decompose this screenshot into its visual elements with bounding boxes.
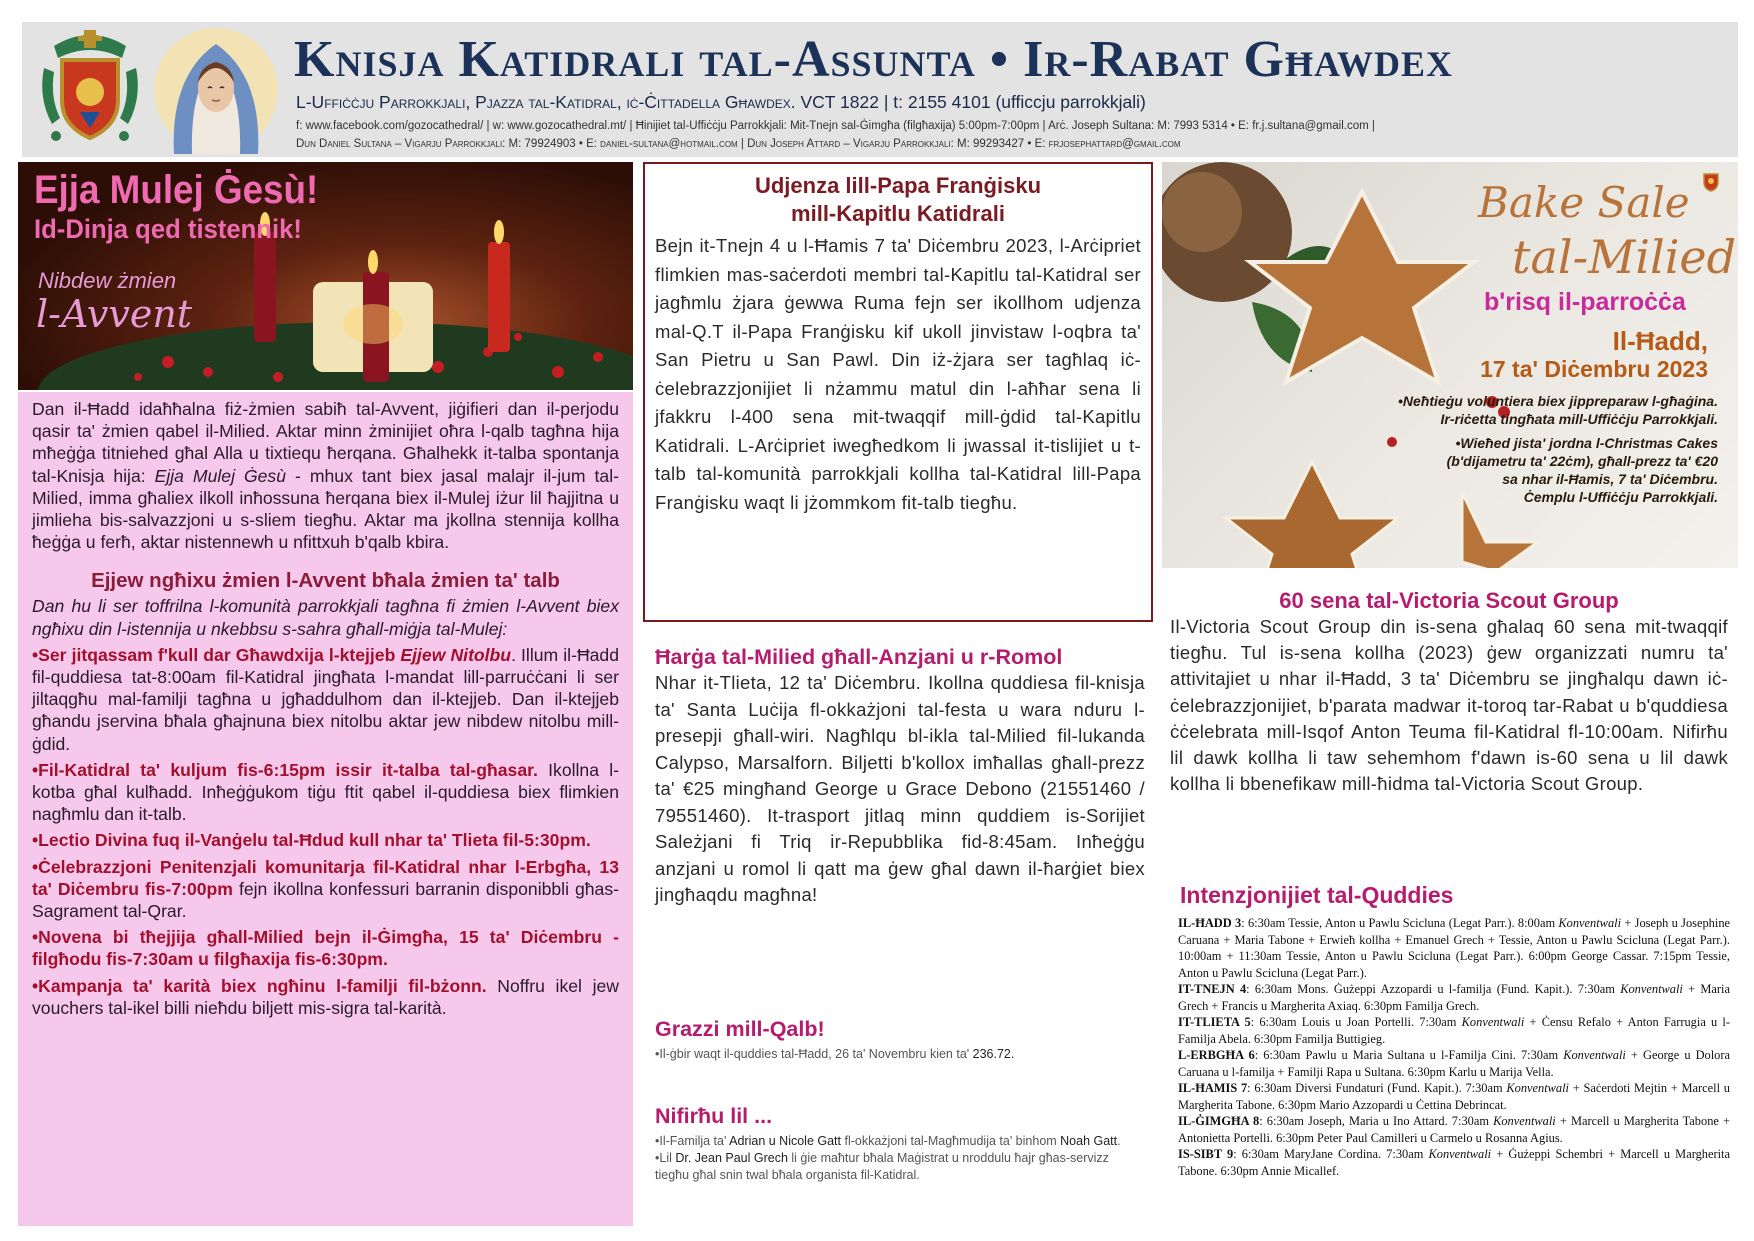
bullet-booklet-title: Ejjew Nitolbu xyxy=(400,644,512,665)
bullet-charity-head: •Kampanja ta' karità biex ngħinu l-familji fil-bżonn. xyxy=(32,975,487,996)
bullet-penitential-head: •Ċelebrazzjoni Penitenzjali komunitarja fil-Katidral nhar l-Erbgħa, 13 ta' Diċembru fis-7:00pm xyxy=(32,856,619,899)
outing-heading: Ħarġa tal-Milied għall-Anzjani u r-Romol xyxy=(655,645,1063,669)
day-rest: + Marcell u Margherita Tabone + Antonietta Portelli. 6:30pm Peter Paul Camilleri u Carmelo u Rosanna Agius. xyxy=(1178,1114,1730,1145)
day-text: : 6:30am Louis u Joan Portelli. 7:30am xyxy=(1250,1015,1462,1029)
bullet-booklet-body: . Illum il-Ħadd fil-quddiesa tat-8:00am fil-Katidral jingħata l-mandat lill-parruċċani li ser jiltaqgħu mal-familji tagħna u jgħaddulhom dan il-ktejjeb. Dan il-ktejjeb għandu jservina bħala għajnuna biex nitolbu aktar jew nibdew nitolbu mill-ġdid. xyxy=(32,644,619,754)
collection-text: •Il-ġbir waqt il-quddies tal-Ħadd, 26 ta' Novembru kien ta' xyxy=(655,1047,973,1061)
day-italic: Konventwali xyxy=(1428,1147,1492,1161)
bake-sale-title1: Bake Sale xyxy=(1478,178,1690,227)
day-rest: + Ċensu Refalo + Anton Farrugia u l-Familja Abela. 6:30pm Familja Buttigieg. xyxy=(1178,1015,1731,1046)
collection-amount: 236.72. xyxy=(972,1047,1015,1061)
day-label: IL-ĦAMIS 7 xyxy=(1178,1081,1248,1095)
thanks-section xyxy=(655,1017,1145,1063)
day-label: IT-TNEJN 4 xyxy=(1178,982,1247,996)
day-italic: Konventwali xyxy=(1563,1048,1626,1062)
prayer-heading: Ejjew ngħixu żmien l-Avvent bħala żmien ta' talb xyxy=(91,569,560,593)
bullet-charity xyxy=(32,975,619,1019)
day-italic: Konventwali xyxy=(1493,1114,1556,1128)
bullet-lectio-head: •Lectio Divina fuq il-Vanġelu tal-Ħdud kull nhar ta' Tlieta fil-5:30pm. xyxy=(32,830,591,851)
day-text: : 6:30am Diversi Fundaturi (Fund. Kapit.). 7:30am xyxy=(1247,1081,1507,1095)
outing-body: Nhar it-Tlieta, 12 ta' Diċembru. Ikollna quddiesa fil-knisja ta' Santa Luċija fl-okkażjoni tal-festa u wara nduru l-presepji għall-wiri. Nagħlqu bl-ikla tal-Milied fil-lukanda Calypso, Marsalforn. Biljetti b'kollox imħallas għall-prezz ta' €25 mingħand George u Grace Debono (21551460 / 79551460). It-trasport jitlaq minn quddiem is-Sorijiet Sależjani fi Triq ir-Repubblika fid-8:45am. Inħeġġu anzjani u romol li qatt ma ġew għal dawn il-ħarġiet biex jingħaqdu magħna! xyxy=(655,672,1145,905)
congrats-baptism xyxy=(655,1133,1145,1150)
day-text: : 6:30am Mons. Ġużeppi Azzopardi u l-familja (Fund. Kapit.). 7:30am xyxy=(1246,982,1621,996)
baptism-child: Noah Gatt xyxy=(1060,1134,1118,1148)
day-text: : 6:30am MaryJane Cordina. 7:30am xyxy=(1233,1147,1429,1161)
bake-sale-poster xyxy=(1162,162,1738,568)
parish-crest-small-icon xyxy=(1700,170,1722,192)
mass-intentions-list xyxy=(1178,915,1730,1179)
day-text: : 6:30am Tessie, Anton u Pawlu Scicluna (Legat Parr.). 8:00am xyxy=(1241,916,1559,930)
day-rest: + Maria Grech + Francis u Margherita Axiaq. 6:30pm Familja Grech. xyxy=(1178,982,1730,1013)
advent-banner-image xyxy=(18,162,633,390)
advent-banner-line2: Id-Dinja qed tistennik! xyxy=(34,214,302,244)
mass-day-saturday xyxy=(1178,1146,1730,1179)
bake-sale-note2c: sa nhar il-Ħamis, 7 ta' Diċembru. xyxy=(1502,471,1718,487)
day-italic: Konventwali xyxy=(1461,1015,1525,1029)
advent-banner-line4: l-Avvent xyxy=(36,292,193,336)
bullet-penitential xyxy=(32,856,619,923)
baptism-parents: Adrian u Nicole Gatt xyxy=(729,1134,841,1148)
bullet-vespers-body: Ikollna l-kotba għal kulħadd. Inħeġġukom tiġu ftit qabel il-quddiesa biex flimkien nagħmlu dan it-talb. xyxy=(32,759,619,825)
bullet-lectio xyxy=(32,829,619,851)
thanks-heading: Grazzi mill-Qalb! xyxy=(655,1017,825,1041)
mass-day-thursday xyxy=(1178,1080,1730,1113)
day-label: IT-TLIETA 5 xyxy=(1178,1015,1251,1029)
bullet-booklet xyxy=(32,644,619,755)
intro-italic: Ejja Mulej Ġesù xyxy=(154,465,287,486)
baptism-text-2: fl-okkażjoni tal-Magħmudija ta' binhom xyxy=(841,1134,1061,1148)
masthead xyxy=(22,22,1738,157)
advent-banner-line3: Nibdew żmien xyxy=(38,268,177,293)
day-text: : 6:30am Pawlu u Maria Sultana u l-Familja Cini. 7:30am xyxy=(1254,1048,1564,1062)
bullet-novena-head: •Novena bi tħejjija għall-Milied bejn il-Ġimgħa, 15 ta' Diċembru - filgħodu fis-7:30am u filgħaxija fis-6:30pm. xyxy=(32,927,619,970)
scout-body: Il-Victoria Scout Group din is-sena għalaq 60 sena mit-twaqqif tiegħu. Tul is-sena kollha (2023) ġew organizzati numru ta' attivitajiet u nhar il-Ħadd, 3 ta' Diċembru se jingħalqu dawn iċ-ċelebrazzjonijiet, b'parata madwar it-toroq tar-Rabat u b'quddiesa ċċelebrata mill-Isqof Anton Teuma fil-Katidral fl-10:00am. Nifirħu lil dawk kollha li taw sehemhom f'dawn is-60 sena u lil dawk kollha li bbenefikaw mill-ħidma tal-Victoria Scout Group. xyxy=(1170,616,1728,795)
intro-text-1: Dan il-Ħadd idaħħalna fiż-żmien sabiħ tal-Avvent, jiġifieri dan il-perjodu qasir ta' żmien qabel il-Milied. Aktar minn żminijiet oħra l-qalb tagħna hija mħeġġa titniehed għal Alla u tixtiequ ħerqana. Għalhekk it-talba spontanja tal-Knisja hija: xyxy=(32,399,619,486)
day-label: IS-SIBT 9 xyxy=(1178,1147,1234,1161)
christmas-outing-section xyxy=(655,645,1145,909)
bake-sale-note2d: Ċemplu l-Uffiċċju Parrokkjali. xyxy=(1523,489,1718,505)
address-text: L-Uffiċċju Parrokkjali, Pjazza tal-Katidral, iċ-Ċittadella Għawdex. VCT 1822 xyxy=(296,92,879,112)
bake-sale-date1: Il-Ħadd, xyxy=(1612,326,1708,356)
scout-heading: 60 sena tal-Victoria Scout Group xyxy=(1279,588,1619,613)
bake-sale-subtitle: b'risq il-parroċċa xyxy=(1484,288,1686,316)
mass-day-wednesday xyxy=(1178,1047,1730,1080)
mass-day-tuesday xyxy=(1178,1014,1730,1047)
day-rest: + Saċerdoti Mejtin + Marcell u Margherita Tabone. 6:30pm Mario Azzopardi u Ċettina Debrincat. xyxy=(1178,1081,1730,1112)
magistrate-text-2: li ġie maħtur bħala Maġistrat u nroddulu ħajr għas-servizz tiegħu għal snin twal bħala organista fil-Katidral. xyxy=(655,1151,1109,1182)
day-label: IL-ĠIMGĦA 8 xyxy=(1178,1114,1260,1128)
audience-title-2: mill-Kapitlu Katidrali xyxy=(791,201,1005,226)
parish-address: L-Uffiċċju Parrokkjali, Pjazza tal-Katidral, iċ-Ċittadella Għawdex. VCT 1822 | t: 2155 4101 (ufficcju parrokkjali) xyxy=(296,92,1146,112)
coat-of-arms-icon xyxy=(34,28,146,148)
bake-sale-notes xyxy=(1398,392,1718,506)
phone-number: 2155 4101 (ufficcju parrokkjali) xyxy=(907,92,1146,112)
mass-day-monday xyxy=(1178,981,1730,1014)
papal-audience-box xyxy=(643,162,1153,622)
advent-banner-line1: Ejja Mulej Ġesù! xyxy=(34,168,319,212)
day-label: IL-ĦADD 3 xyxy=(1178,916,1242,930)
bullet-penitential-body: fejn ikollna konfessuri barranin disponibbli għas-Sagrament tal-Qrar. xyxy=(32,878,619,922)
bullet-novena xyxy=(32,926,619,970)
bullet-vespers xyxy=(32,759,619,826)
bake-sale-title2: tal-Milied xyxy=(1512,230,1737,284)
baptism-text-3: . xyxy=(1117,1134,1121,1148)
day-label: L-ERBGĦA 6 xyxy=(1178,1048,1255,1062)
phone-label: t: xyxy=(893,92,903,112)
audience-title-1: Udjenza lill-Papa Franġisku xyxy=(754,173,1042,198)
advent-article xyxy=(18,392,633,1226)
thanks-collection xyxy=(655,1046,1145,1063)
day-italic: Konventwali xyxy=(1620,982,1683,996)
bullet-booklet-head: •Ser jitqassam f'kull dar Għawdxija l-ktejjeb xyxy=(32,644,401,665)
day-rest: + Ġużeppi Schembri + Marcell u Margherita Tabone. 6:30pm Annie Micallef. xyxy=(1178,1147,1731,1178)
scout-group-section xyxy=(1170,588,1728,797)
mass-day-friday xyxy=(1178,1113,1730,1146)
day-italic: Konventwali xyxy=(1506,1081,1569,1095)
day-italic: Konventwali xyxy=(1558,916,1622,930)
bullet-charity-body: Noffru ikel jew vouchers tal-ikel billi nieħdu biljett mis-sigra tal-karità. xyxy=(32,975,619,1018)
audience-body: Bejn it-Tnejn 4 u l-Ħamis 7 ta' Diċembru 2023, l-Arċipriet flimkien mas-saċerdoti membri tal-Kapitlu tal-Katidral ser jagħmlu żjara ġewwa Ruma fejn ser ikollhom udjenza mal-Q.T il-Papa Franġisku kif ukoll jinvistaw l-oqbra ta' San Pietru u San Pawl. Din iż-żjara ser tagħlaq iċ-ċelebrazzjonijiet li nżammu matul din l-aħħar sena li jfakkru l-400 sena mit-twaqqif mill-ġdid tal-Kapitlu Katidrali. L-Arċipriet iwegħedkom li jwassal it-tislijiet u t-talb tal-komunità parrokkjali kollha tal-Katidral lill-Papa Franġisku waqt li jżommkom fit-talb tiegħu. xyxy=(655,235,1141,513)
congrats-magistrate xyxy=(655,1150,1145,1184)
day-rest: + Joseph u Josephine Caruana + Maria Tabone + Erwieħ kollha + Emanuel Grech + Tessie, Anton u Pawlu Scicluna (Legat Parr.). 10:00am + 11:30am Tessie, Anton u Pawlu Scicluna (Legat Parr.). 6:00pm George Cassar. 7:15pm Tessie, Anton u Pawlu Scicluna (Legat Parr.). xyxy=(1178,916,1731,980)
bake-sale-note2b: (b'dijametru ta' 22ċm), għall-prezz ta' €20 xyxy=(1446,453,1718,469)
magistrate-text-1: •Lil xyxy=(655,1151,676,1165)
day-rest: + George u Dolora Caruana u l-familja + Familji Rapa u Sultana. 6:30pm Karlu u Marija Vella. xyxy=(1178,1048,1730,1079)
baptism-text-1: •Il-Familja ta' xyxy=(655,1134,730,1148)
bake-sale-note2: •Wieħed jista' jordna l-Christmas Cakes xyxy=(1455,435,1718,451)
parish-title: Knisja Katidrali tal-Assunta • Ir-Rabat Għawdex xyxy=(294,31,1454,88)
congratulations-heading: Nifirħu lil ... xyxy=(655,1104,773,1128)
bake-sale-note1b: Ir-riċetta tingħata mill-Uffiċċju Parrokkjali. xyxy=(1440,411,1718,427)
congratulations-section xyxy=(655,1104,1145,1184)
madonna-portrait-icon xyxy=(152,26,280,154)
day-text: : 6:30am Joseph, Maria u Ino Attard. 7:30am xyxy=(1259,1114,1494,1128)
mass-intentions-heading: Intenzjonijiet tal-Quddies xyxy=(1180,882,1454,908)
bullet-vespers-head: •Fil-Katidral ta' kuljum fis-6:15pm issir it-talba tal-għasar. xyxy=(32,759,538,780)
prayer-intro: Dan hu li ser toffrilna l-komunità parrokkjali tagħna fi żmien l-Avvent biex ngħixu din l-istennija u nkebbsu s-sahra għall-miġja tal-Mulej: xyxy=(32,596,619,639)
contact-line-1: f: www.facebook.com/gozocathedral/ | w: www.gozocathedral.mt/ | Ħinijiet tal-Uffiċċju Parrokkjali: Mit-Tnejn sal-Ġimgħa (filgħaxija) 5:00pm-7:00pm | Arċ. Joseph Sultana: M: 7993 5314 • E: fr.j.sultana@gmail.com | xyxy=(296,120,1375,132)
contact-line-2: Dun Daniel Sultana – Vigarju Parrokkjali: M: 79924903 • E: daniel-sultana@hotmail.com | Dun Joseph Attard – Vigarju Parrokkjali: M: 99293427 • E: frjosephattard@gmail.com xyxy=(296,138,1181,150)
magistrate-name: Dr. Jean Paul Grech xyxy=(675,1151,788,1165)
intro-text-2: - mhux tant biex jasal malajr il-jum tal-Milied, imma għaliex ilkoll inħossuna ħerqana biex il-Mulej iżur lil ħajjitna u jimlieha bis-salvazzjoni u s-sliem tiegħu. Aktar ma jkollna stennija kollha ħeġġa u ferħ, aktar nistennewh u nfittxuh b'qalb kbira. xyxy=(32,465,619,553)
bake-sale-date2: 17 ta' Diċembru 2023 xyxy=(1480,356,1708,382)
advent-intro-paragraph xyxy=(32,398,619,553)
bake-sale-note1: •Neħtieġu voluntiera biex jippreparaw l-għaġina. xyxy=(1398,393,1718,409)
mass-day-sunday xyxy=(1178,915,1730,981)
mass-intentions-section xyxy=(1178,882,1730,1179)
